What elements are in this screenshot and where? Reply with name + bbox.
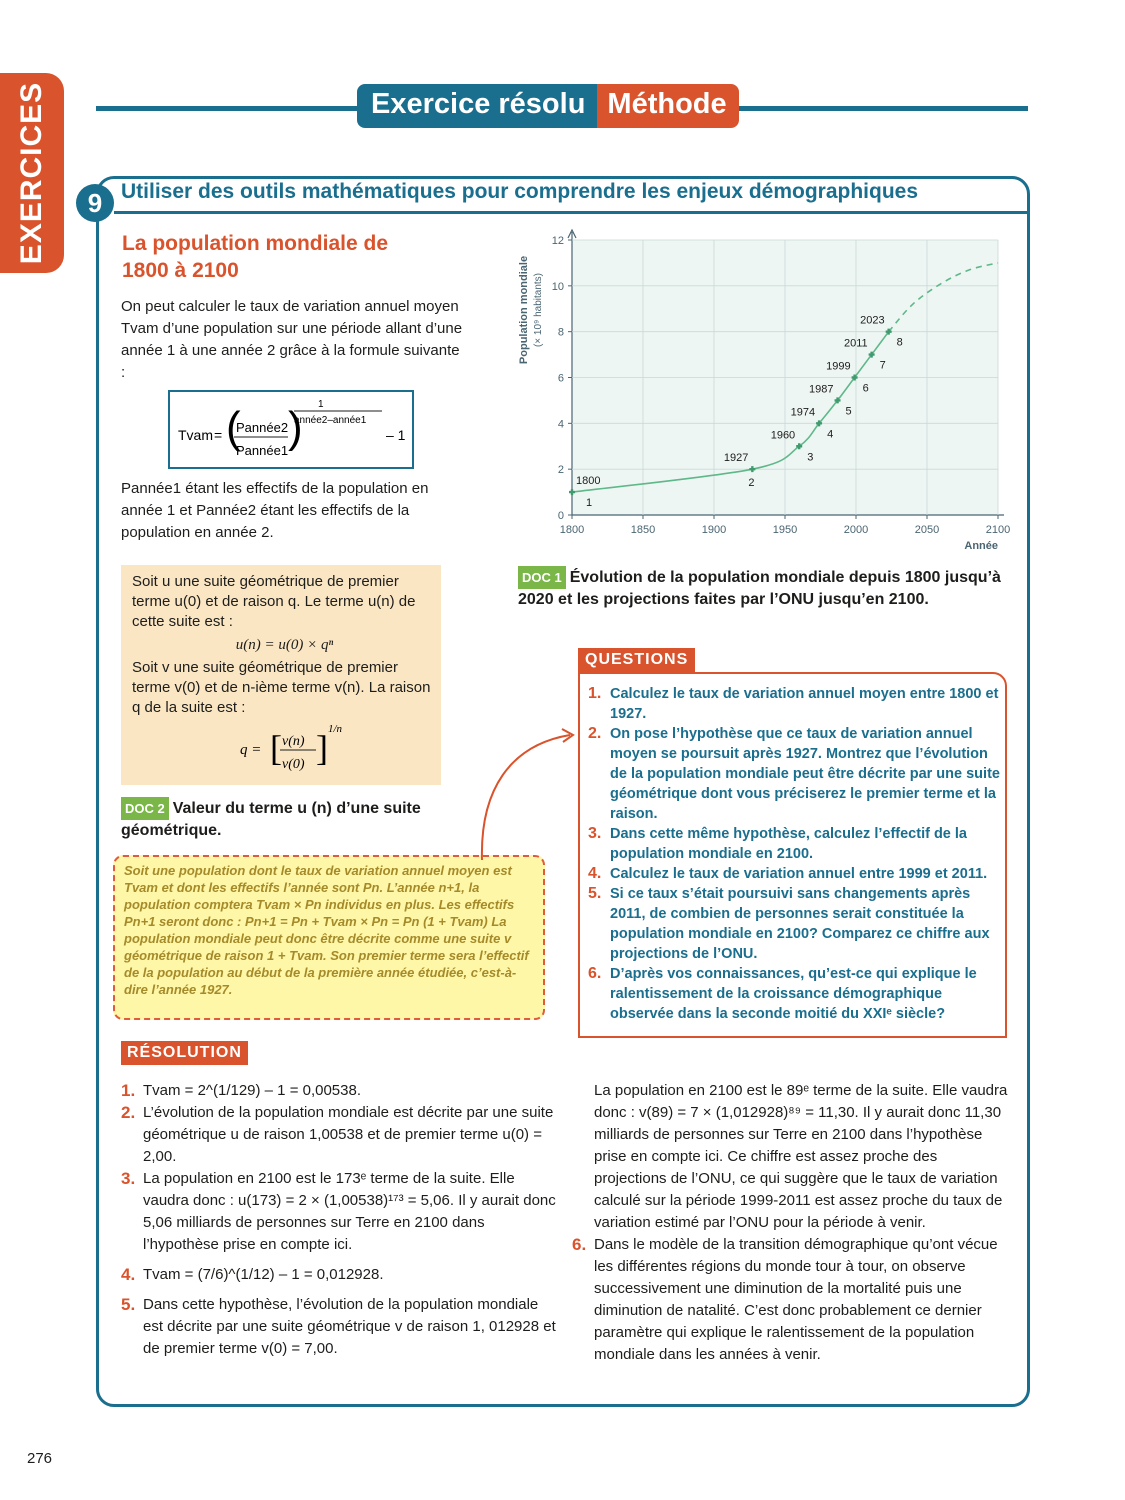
definition-text: Pannée1 étant les effectifs de la population en année 1 et Pannée2 étant les effectifs de la population en année 2. [121, 480, 429, 541]
resolution-text: Dans le modèle de la transition démographique qu’ont vécue les différentes régions du monde tour à tour, on observe successivement une diminution de la mortalité puis une diminution de natalité. C’est donc probablement ce dernier paramètre qui explique le ralentissement de la population mondiale dans les années à venir. [594, 1236, 998, 1363]
x-tick-label: 2050 [914, 524, 940, 536]
question-3 [588, 824, 1000, 864]
formula-equals: = [214, 427, 223, 443]
f2-bracket-right: ] [316, 728, 328, 768]
x-tick-label: 2000 [843, 524, 869, 536]
x-tick-label: 1950 [772, 524, 798, 536]
question-4 [588, 864, 1000, 884]
badge-methode: Méthode [597, 84, 738, 128]
question-number: 5. [588, 885, 602, 902]
title-rule [114, 211, 1028, 214]
x-axis-label: Année [964, 540, 998, 552]
doc2-caption [121, 797, 461, 841]
question-text: Dans cette même hypothèse, calculez l’effectif de la population mondiale en 2100. [610, 826, 967, 862]
y-tick-label: 6 [557, 372, 564, 385]
y-tick-label: 10 [551, 280, 564, 293]
question-5 [588, 884, 1000, 964]
f2-bracket-left: [ [270, 728, 282, 768]
point-year-label: 1974 [790, 406, 816, 419]
doc2-formula2 [132, 718, 432, 778]
point-year-label: 2011 [843, 337, 868, 350]
f2-lhs: q = [240, 742, 262, 758]
resolution-text: Dans cette hypothèse, l’évolution de la population mondiale est décrite par une suite géométrique v de raison 1, 012928 et de premier terme v(0) = 7,00. [143, 1296, 556, 1357]
point-value-label: 8 [896, 336, 903, 349]
point-value-label: 5 [845, 405, 852, 418]
resolution-number: 2. [121, 1103, 136, 1122]
point-year-label: 2023 [860, 314, 885, 327]
y-tick-label: 8 [557, 326, 564, 339]
population-chart [510, 228, 1015, 560]
point-year-label: 1987 [809, 383, 834, 396]
section-title: La population mondiale de 1800 à 2100 [122, 232, 389, 282]
y-tick-label: 0 [557, 510, 564, 522]
hint-box [113, 855, 545, 1020]
section-tab [0, 73, 64, 273]
doc2-formula1: u(n) = u(0) × qⁿ [235, 637, 334, 653]
hint-text: Soit une population dont le taux de variation annuel moyen est Tvam et dont les effectifs l’année sont Pn. L’année n+1, la population comptera Tvam × Pn individus en plus. Les effectifs Pn+1 seront donc : Pn+1 = Pn + Tvam × Pn = Pn (1 + Tvam) La population mondiale peut donc être décrite comme une suite v géométrique de raison 1 + Tvam. Son premier terme sera l’effectif de la population au début de la première année étudiée, c’est-à-dire l’année 1927. [124, 863, 529, 997]
arrow-hint-to-questions [470, 720, 590, 865]
badge-exercice-resolu: Exercice résolu [357, 84, 597, 128]
y-axis-label: Population mondiale [518, 255, 530, 365]
question-text: Calculez le taux de variation annuel entre 1999 et 2011. [610, 866, 988, 882]
resolution-text: Tvam = 2^(1/129) – 1 = 0,00538. [143, 1082, 362, 1099]
question-number: 6. [588, 965, 602, 982]
question-number: 3. [588, 825, 602, 842]
doc2-tag: DOC 2 [121, 797, 169, 820]
arrow-path [482, 735, 570, 860]
f2-num: v(n) [282, 734, 305, 749]
resolution-5 [121, 1294, 561, 1360]
resolution-number: 3. [121, 1169, 136, 1188]
point-value-label: 2 [748, 477, 755, 490]
tvam-formula [170, 392, 412, 467]
question-text: Calculez le taux de variation annuel moyen entre 1800 et 1927. [610, 686, 999, 722]
x-tick-label: 2100 [985, 524, 1011, 536]
questions-list [588, 684, 1000, 1024]
resolution-number: 6. [572, 1235, 587, 1254]
resolution-4 [121, 1264, 561, 1286]
resolution-5-continued [572, 1080, 1012, 1234]
resolution-3 [121, 1168, 561, 1256]
question-text: D’après vos connaissances, qu’est-ce qui explique le ralentissement de la croissance démographique observée dans la seconde moitié du XXIᵉ siècle? [610, 966, 977, 1022]
f2-den: v(0) [282, 757, 305, 772]
resolution-text: L’évolution de la population mondiale est décrite par une suite géométrique u de raison 1,00538 et de premier terme u(0) = 2,00. [143, 1104, 554, 1165]
resolution-number: 4. [121, 1265, 136, 1284]
y-tick-label: 12 [551, 235, 564, 247]
point-value-label: 6 [862, 382, 869, 395]
resolution-number: 5. [121, 1295, 136, 1314]
question-number: 1. [588, 685, 602, 702]
resolution-text: Tvam = (7/6)^(1/12) – 1 = 0,012928. [143, 1266, 384, 1283]
f2-exp: 1/n [328, 723, 343, 735]
formula-lhs: Tvam [178, 427, 213, 443]
point-value-label: 1 [586, 497, 593, 510]
question-number: 2. [588, 725, 602, 742]
doc2-caption-text: Valeur du terme u (n) d’une suite géométrique. [121, 800, 421, 839]
point-year-label: 1800 [576, 475, 601, 488]
formula-exp-denominator: année2–année1 [294, 415, 367, 426]
formula-box [168, 390, 414, 469]
point-year-label: 1960 [770, 429, 796, 442]
point-value-label: 3 [807, 451, 814, 464]
question-text: On pose l’hypothèse que ce taux de variation annuel moyen se poursuit après 1927. Montrez que l’évolution de la population mondiale peut être décrite par une suite géométrique dont vous préciserez le premier terme et la raison. [610, 726, 1000, 822]
doc1-tag: DOC 1 [518, 566, 566, 589]
resolution-tag: RÉSOLUTION [121, 1041, 248, 1065]
formula-exp-numerator: 1 [318, 399, 324, 410]
y-axis-unit: (× 10⁹ habitants) [533, 272, 544, 348]
questions-tag: QUESTIONS [578, 648, 695, 672]
resolution-right [572, 1080, 1012, 1366]
resolution-1 [121, 1080, 561, 1102]
chart-static [568, 230, 1004, 515]
point-year-label: 1999 [826, 360, 851, 373]
resolution-text: La population en 2100 est le 173ᵉ terme de la suite. Elle vaudra donc : u(173) = 2 × (1,00538)¹⁷³ = 5,06. Il y aurait donc 5,06 milliards de personnes sur Terre en 2100 dans l’hypothèse prise en compte ici. [143, 1170, 556, 1253]
formula-numerator: Pannée2 [236, 420, 289, 435]
section-tab-label: EXERCICES [15, 81, 48, 265]
intro-text: On peut calculer le taux de variation annuel moyen Tvam d’une population sur une période allant d’une année 1 à une année 2 grâce à la formule suivante : [121, 298, 463, 381]
resolution-2 [121, 1102, 561, 1168]
question-1 [588, 684, 1000, 724]
y-tick-label: 4 [557, 418, 564, 431]
y-tick-label: 2 [557, 464, 564, 477]
resolution-number: 1. [121, 1081, 136, 1100]
resolution-left [121, 1080, 561, 1360]
page-number: 276 [27, 1450, 53, 1467]
point-value-label: 7 [879, 359, 886, 372]
header-badge [357, 84, 739, 128]
formula-paren-left: ( [226, 403, 241, 452]
exercise-number: 9 [76, 184, 114, 222]
resolution-text: La population en 2100 est le 89ᵉ terme de la suite. Elle vaudra donc : v(89) = 7 × (1,012928)⁸⁹ = 11,30. Il y aurait donc 11,30 milliards de personnes sur Terre en 2100 dans l’hypothèse prise en compte ici. Ce chiffre est assez proche des projections de l’ONU, ce qui suggère que le taux de variation calculé sur la période 1999-2011 est assez proche du taux de variation estimé par l’ONU pour la période à venir. [594, 1082, 1008, 1231]
x-tick-label: 1850 [630, 524, 656, 536]
point-value-label: 4 [827, 428, 834, 441]
formula-denominator: Pannée1 [236, 443, 289, 458]
question-text: Si ce taux s’était poursuivi sans changements après 2011, de combien de personnes serait constituée la population mondiale en 2100? Comparez ce chiffre aux projections de l’ONU. [610, 886, 990, 962]
x-tick-label: 1900 [701, 524, 727, 536]
formula-tail: – 1 [386, 427, 406, 443]
doc1-caption-text: Évolution de la population mondiale depuis 1800 jusqu’à 2020 et les projections faites par l’ONU jusqu’en 2100. [518, 569, 1001, 608]
formula-paren-right: ) [288, 403, 303, 452]
doc2-line2: Soit v une suite géométrique de premier terme v(0) et de n-ième terme v(n). La raison q de la suite est : [132, 659, 431, 716]
point-year-label: 1927 [723, 452, 749, 465]
doc2-box [121, 565, 441, 785]
question-number: 4. [588, 865, 602, 882]
resolution-6 [572, 1234, 1012, 1366]
x-tick-label: 1800 [559, 524, 585, 536]
question-2 [588, 724, 1000, 824]
question-6 [588, 964, 1000, 1024]
doc1-caption [518, 566, 1018, 610]
doc2-line1: Soit u une suite géométrique de premier terme u(0) et de raison q. Le terme u(n) de cette suite est : [132, 573, 416, 630]
exercise-title: Utiliser des outils mathématiques pour comprendre les enjeux démographiques [121, 180, 919, 203]
